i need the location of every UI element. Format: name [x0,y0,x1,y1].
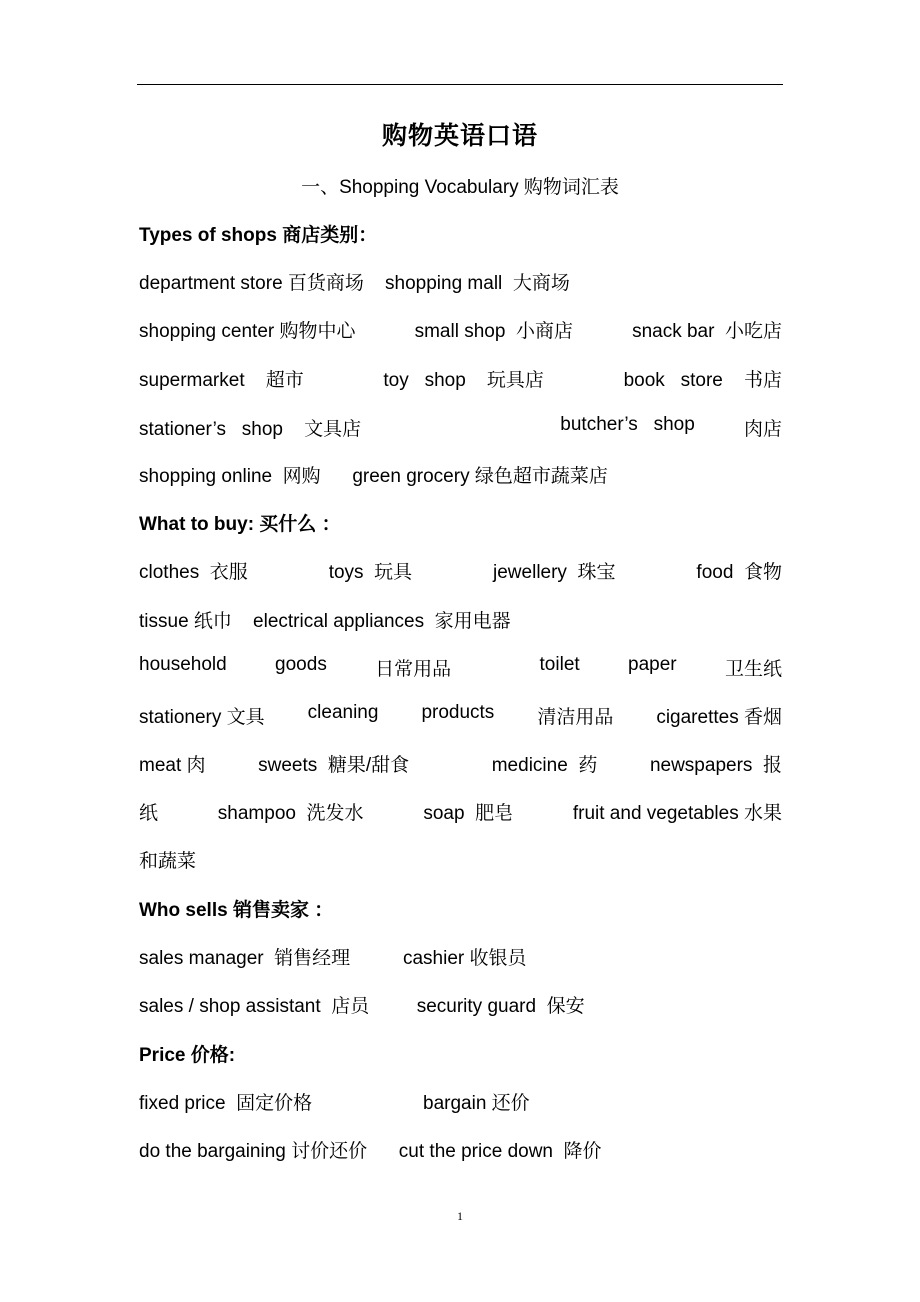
vocab-entry: department store 百货商场 shopping mall 大商场 [139,273,570,294]
vocab-entry: sales / shop assistant 店员 security guard 保安 [139,996,585,1017]
section-heading-types: Types of shops 商店类别： [139,225,378,246]
vocab-line [139,316,782,346]
vocab-line [139,846,782,876]
vocab-entry: meat 肉 [139,755,206,776]
vocab-entry: shampoo 洗发水 [217,803,364,824]
vocab-line [139,798,782,828]
vocab-entry: 卫生纸 [724,659,782,680]
vocab-entry: shopping center 购物中心 [139,321,356,342]
vocab-line [139,461,782,491]
vocab-entry: newspapers 报 [649,755,782,776]
section-heading-who-sells: Who sells 销售卖家 ： [139,900,334,921]
vocab-entry: soap 肥皂 [423,803,514,824]
section-heading-price: Price 价格: [139,1045,236,1066]
vocab-entry: sales manager 销售经理 cashier 收银员 [139,948,527,969]
vocab-entry: do the bargaining 讨价还价 cut the price down 降价 [139,1141,602,1162]
vocab-entry: tissue 纸巾 electrical appliances 家用电器 [139,611,511,632]
vocab-line [139,557,782,587]
vocab-entry: supermarket 超市 [139,370,304,391]
vocab-entry: jewellery 珠宝 [493,562,616,583]
vocab-entry: snack bar 小吃店 [632,321,782,342]
vocab-entry: stationer’s shop 文具店 [139,419,362,440]
vocab-line [139,414,782,444]
page-subtitle: 一、Shopping Vocabulary 购物词汇表 [301,177,619,198]
vocab-line [139,654,782,684]
vocab-entry: household [139,654,227,675]
vocab-entry: toilet [539,654,580,675]
vocab-line [139,750,782,780]
header-rule [137,84,783,85]
vocab-entry: stationery 文具 [139,707,265,728]
vocab-entry: fruit and vegetables 水果 [572,803,782,824]
vocab-line [139,1088,782,1118]
vocab-entry: 清洁用品 [537,707,614,728]
vocab-entry: products [421,702,495,723]
vocab-entry: toy shop 玩具店 [383,370,544,391]
section-heading-what-to-buy: What to buy: 买什么 ： [139,514,341,535]
vocab-line [139,1136,782,1166]
vocab-entry: small shop 小商店 [414,321,573,342]
page-title: 购物英语口语 [381,122,538,150]
vocab-entry: shopping online 网购 green grocery 绿色超市蔬菜店 [139,466,608,487]
vocab-entry: paper [628,654,677,675]
page-number: 1 [457,1209,463,1223]
vocab-entry: toys 玩具 [328,562,413,583]
vocab-line [139,268,782,298]
vocab-entry: food 食物 [696,562,782,583]
vocab-line [139,606,782,636]
vocab-entry: medicine 药 [491,755,598,776]
vocab-entry: goods [275,654,327,675]
vocab-entry: 肉店 [743,419,782,440]
vocab-entry: clothes 衣服 [139,562,248,583]
vocab-line [139,702,782,732]
vocab-entry: cigarettes 香烟 [656,707,782,728]
vocab-entry: cleaning [307,702,379,723]
vocab-entry: 和蔬菜 [139,851,197,872]
vocab-line [139,365,782,395]
vocab-entry: sweets 糖果/甜食 [258,755,410,776]
vocab-line [139,991,782,1021]
vocab-entry: book store 书店 [623,370,782,391]
vocab-entry: 纸 [139,803,159,824]
vocab-entry: butcher’s shop [560,414,695,435]
vocab-line [139,943,782,973]
vocab-entry: fixed price 固定价格 bargain 还价 [139,1093,530,1114]
vocab-entry: 日常用品 [375,659,452,680]
